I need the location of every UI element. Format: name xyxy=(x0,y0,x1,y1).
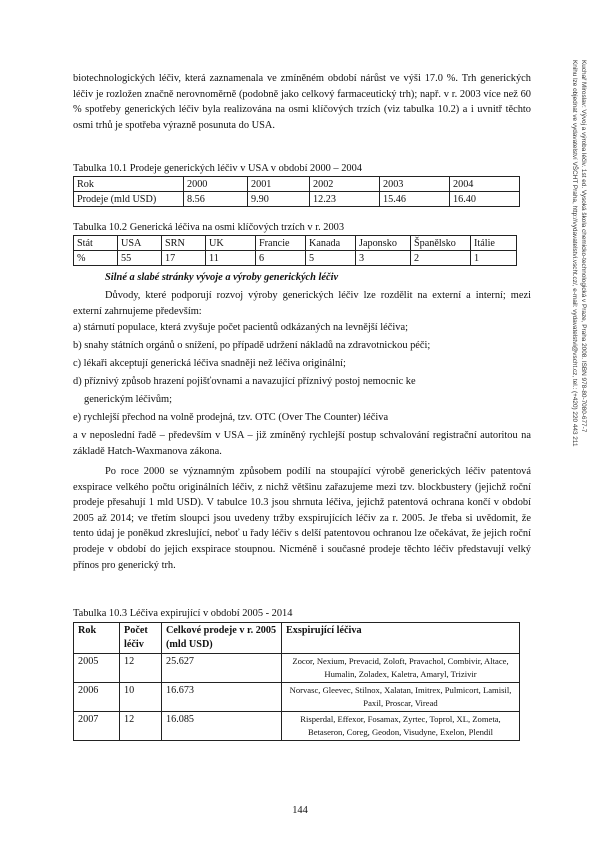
table-cell: Itálie xyxy=(471,236,517,251)
table3-expiring-drugs xyxy=(73,622,520,741)
table-cell: 9.90 xyxy=(248,192,310,207)
table-row xyxy=(74,712,520,741)
column-header: Rok xyxy=(74,623,120,654)
list-item: e) rychlejší přechod na volně prodejná, tzv. OTC (Over The Counter) léčiva xyxy=(73,412,389,423)
table-cell: 15.46 xyxy=(380,192,450,207)
section-intro: Důvody, které podporují rozvoj výroby generických léčiv lze rozdělit na externí a interní; mezi externí zahrnujeme především: xyxy=(73,290,531,317)
table-cell: 12.23 xyxy=(310,192,380,207)
list-item: d) příznivý způsob hrazení pojišťovnami a navazující příznivý postoj nemocnic ke xyxy=(73,376,416,387)
table-cell: Zocor, Nexium, Prevacid, Zoloft, Pravachol, Combivir, Altace, Humalin, Zoladex, Kaletra, Amaryl, Trizivir xyxy=(282,654,520,683)
table-cell: 2007 xyxy=(74,712,120,741)
table1-caption: Tabulka 10.1 Prodeje generických léčiv v USA v období 2000 – 2004 xyxy=(73,163,363,174)
table-row xyxy=(74,654,520,683)
after-list-paragraph: a v neposlední řadě – především v USA – již zmíněný rychlejší postup schvalování registrační autoritou na základě Hatch-Waxmanova zákona. xyxy=(73,430,531,457)
table-cell: 2006 xyxy=(74,683,120,712)
table-cell: USA xyxy=(118,236,162,251)
table2-caption: Tabulka 10.2 Generická léčiva na osmi klíčových trzích v r. 2003 xyxy=(73,222,345,233)
table-cell: Stát xyxy=(74,236,118,251)
table-cell: 17 xyxy=(162,251,206,266)
list-item: a) stárnutí populace, která zvyšuje počet pacientů odkázaných na levnější léčiva; xyxy=(73,322,408,333)
table-cell: Japonsko xyxy=(356,236,411,251)
table-cell: 16.40 xyxy=(450,192,520,207)
table-cell: 8.56 xyxy=(184,192,248,207)
table-cell: Rok xyxy=(74,177,184,192)
table-row xyxy=(74,251,517,266)
table-cell: 2000 xyxy=(184,177,248,192)
table-row xyxy=(74,683,520,712)
table-cell: 2002 xyxy=(310,177,380,192)
table-cell: Norvasc, Gleevec, Stilnox, Xalatan, Imitrex, Pulmicort, Lamisil, Paxil, Proscar, Viread xyxy=(282,683,520,712)
list-item: b) snahy státních orgánů o snížení, po případě udržení nákladů na zdravotnickou péči; xyxy=(73,340,431,351)
paragraph-2000: Po roce 2000 se významným způsobem podílí na stoupající výrobě generických léčiv patentová exspirace velkého počtu originálních léčiv, z nichž většinu zařazujeme mezi tzv. blockbustery (jejichž roční prodeje přesahují 1 mld USD). V tabulce 10.3 jsou shrnuta léčiva, jejichž patentová ochrana končí v období 2005 až 2014; ve třetím sloupci jsou uvedeny tržby exspirujících léčiv za r. 2005. Je třeba si uvědomit, že tento údaj je poněkud zkreslující, neboť u řady léčiv s delší patentovou ochranou lze očekávat, že jejich roční prodeje v období do jejich exspirace stoupnou. Nicméně i současné prodeje těchto léčiv představují velký přínos pro generický trh. xyxy=(73,466,531,571)
section-heading: Silné a slabé stránky vývoje a výroby generických léčiv xyxy=(105,272,339,283)
table-cell: Prodeje (mld USD) xyxy=(74,192,184,207)
table-cell: Francie xyxy=(256,236,306,251)
table-cell: 2 xyxy=(411,251,471,266)
table-cell: 2005 xyxy=(74,654,120,683)
table-cell: 3 xyxy=(356,251,411,266)
table-row xyxy=(74,192,520,207)
table2-key-markets xyxy=(73,235,517,266)
table-cell: 12 xyxy=(120,654,162,683)
table-cell: 55 xyxy=(118,251,162,266)
column-header: Počet léčiv xyxy=(120,623,162,654)
intro-paragraph: biotechnologických léčiv, která zaznamenala ve zmíněném období nárůst ve výši 17.0 %. Trh generických léčiv je rozložen značně nerovnoměrně (podobně jako celkový farmaceutický trh); např. v r. 2003 více než 60 % spotřeby generických léčiv byla realizována na osmi klíčových trzích (viz tabulka 10.2) a i uvnitř těchto osmi trhů je spotřeba výrazně posunuta do USA. xyxy=(73,73,531,131)
table-cell: 11 xyxy=(206,251,256,266)
table-cell: 25.627 xyxy=(162,654,282,683)
table-cell: 1 xyxy=(471,251,517,266)
column-header: Celkové prodeje v r. 2005 (mld USD) xyxy=(162,623,282,654)
table-cell: % xyxy=(74,251,118,266)
side-note-line: Knihu lze objednat ve vydavatelství VŠCHT Praha, http://vydavatelstvi.vscht.cz/, e-mail: vydavatelstvi@vscht.cz, tel.: (+420) 220 443 211 xyxy=(571,60,578,447)
side-note xyxy=(548,60,588,580)
side-note-text xyxy=(570,60,588,580)
table-cell: 16.085 xyxy=(162,712,282,741)
table-cell: 2001 xyxy=(248,177,310,192)
table-row xyxy=(74,236,517,251)
table-header-row xyxy=(74,623,520,654)
list-item: generickým léčivům; xyxy=(84,394,173,405)
table-cell: 6 xyxy=(256,251,306,266)
table-cell: Španělsko xyxy=(411,236,471,251)
table3-caption: Tabulka 10.3 Léčiva expirující v období 2005 - 2014 xyxy=(73,608,293,619)
table-cell: 5 xyxy=(306,251,356,266)
table-cell: 2004 xyxy=(450,177,520,192)
table-row xyxy=(74,177,520,192)
table1-sales-usa xyxy=(73,176,520,207)
list-item: c) lékaři akceptují generická léčiva snadněji než léčiva originální; xyxy=(73,358,346,369)
table-cell: 16.673 xyxy=(162,683,282,712)
table-cell: 12 xyxy=(120,712,162,741)
column-header: Exspirující léčiva xyxy=(282,623,520,654)
table-cell: 10 xyxy=(120,683,162,712)
page-number: 144 xyxy=(292,805,308,816)
table-cell: SRN xyxy=(162,236,206,251)
table-cell: UK xyxy=(206,236,256,251)
table-cell: 2003 xyxy=(380,177,450,192)
side-note-line: Kuchař Miroslav: Vývoj a výroba léčiv. 1st ed. Vysoká škola chemicko-technologická v Praze, Praha 2008. ISBN 978-80-7080-677-7 xyxy=(580,60,587,433)
table-cell: Risperdal, Effexor, Fosamax, Zyrtec, Toprol, XL, Zometa, Betaseron, Coreg, Geodon, Visudyne, Exelon, Plendil xyxy=(282,712,520,741)
table-cell: Kanada xyxy=(306,236,356,251)
